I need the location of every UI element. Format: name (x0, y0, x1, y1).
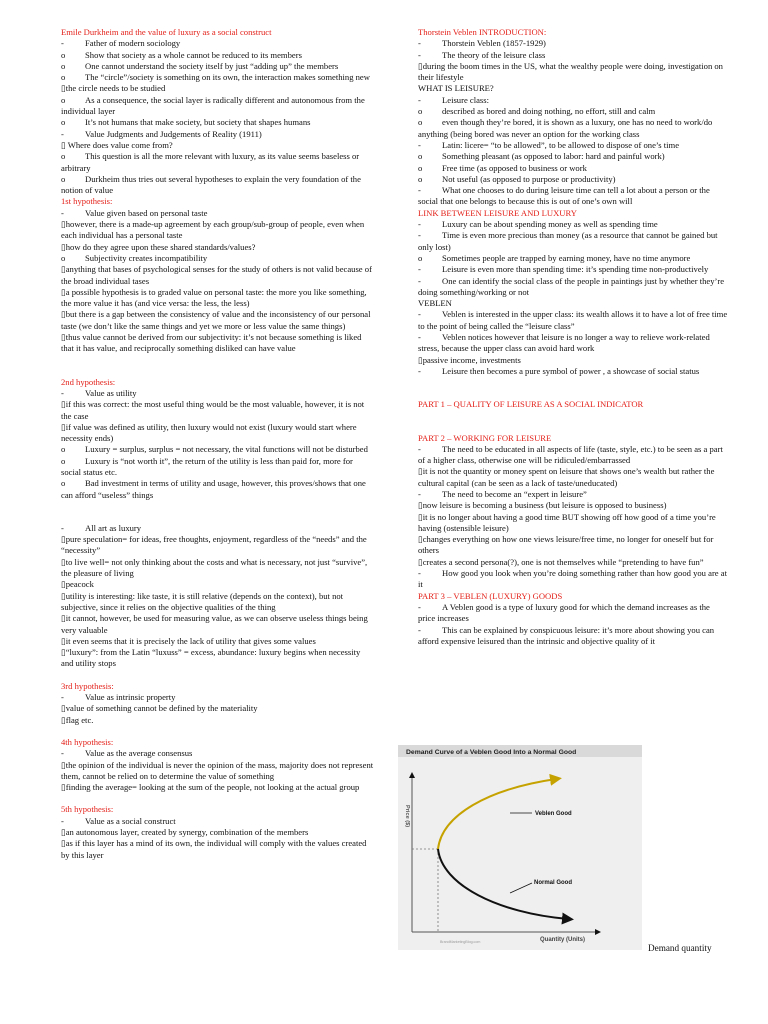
line-text: The “circle”/society is something on its own, the interaction makes something new (85, 72, 370, 83)
line-text: Veblen notices however that leisure is no longer a way to relieve work-related stress, because the upper class can avoid hard work (418, 332, 710, 354)
demand-quantity-caption: Demand quantity (648, 943, 712, 953)
note-line (61, 534, 374, 557)
spacer (61, 726, 374, 737)
normal-label: Normal Good (534, 880, 573, 886)
line-text: Not useful (as opposed to purpose or productivity) (442, 173, 616, 184)
bullet: - (61, 522, 64, 533)
note-line (61, 613, 374, 636)
line-text: The need to become an “expert in leisure” (442, 488, 587, 499)
bullet: o (418, 252, 423, 263)
line-text: Value as utility (85, 387, 137, 398)
bullet: - (418, 264, 421, 275)
section-heading (418, 27, 729, 38)
note-line (61, 264, 374, 287)
note-line (61, 287, 374, 310)
bullet: - (418, 624, 421, 635)
line-text: ▯an autonomous layer, created by synergy, combination of the members (61, 827, 309, 837)
veblen-label: Veblen Good (535, 811, 572, 817)
note-line (61, 50, 374, 61)
section-heading (61, 377, 374, 388)
line-text: Leisure is even more than spending time: it’s spending time non-productively (442, 264, 709, 275)
bullet: - (61, 38, 64, 49)
bullet: o (61, 117, 66, 128)
line-text: 1st hypothesis: (61, 196, 113, 207)
bullet: - (418, 49, 421, 60)
line-text: ▯now leisure is becoming a business (but leisure is opposed to business) (418, 500, 667, 511)
bullet: o (418, 106, 423, 117)
line-text: As a consequence, the social layer is radically different and autonomous from the individual layer (61, 94, 365, 117)
line-text: PART 3 – VEBLEN (LUXURY) GOODS (418, 590, 563, 601)
line-text: ▯changes everything on how one views leisure/free time, no longer for oneself but for others (418, 534, 714, 556)
line-text: Free time (as opposed to business or work (442, 162, 587, 173)
chart-title: Demand Curve of a Veblen Good Into a Normal Good (406, 749, 577, 756)
line-text: ▯as if this layer has a mind of its own, the individual will comply with the values created by this layer (61, 838, 367, 860)
note-line (418, 151, 729, 162)
note-line (418, 83, 729, 94)
bullet: - (418, 275, 421, 286)
line-text: ▯it is no longer about having a good time BUT showing off how good of a time you’re having (ostensible leisure) (418, 511, 716, 533)
note-line (61, 748, 374, 759)
section-heading (418, 433, 729, 444)
line-text: Latin: licere= “to be allowed”, to be allowed to dispose of one’s time (442, 139, 680, 150)
line-text: ▯but there is a gap between the consistency of value and the inconsistency of our personal taste (we don’t like the same things and yet we more or less value the same things) (61, 309, 371, 331)
note-line (61, 83, 374, 94)
note-line (418, 264, 729, 275)
note-line (418, 174, 729, 185)
note-line (418, 355, 729, 366)
line-text: Bad investment in terms of utility and usage, however, this proves/shows that one can afford “useless” things (61, 478, 366, 500)
note-line (418, 489, 729, 500)
line-text: described as bored and doing nothing, no effort, still and calm (442, 106, 656, 117)
line-text: Durkheim thus tries out several hypotheses to explain the very foundation of the notion of value (61, 173, 361, 196)
note-line (61, 579, 374, 590)
bullet: o (61, 94, 66, 105)
bullet: - (418, 219, 421, 230)
note-line (418, 219, 729, 230)
bullet: - (418, 38, 421, 49)
section-heading (61, 681, 374, 692)
note-line (418, 106, 729, 117)
line-text: ▯the opinion of the individual is never the opinion of the mass, majority does not represent them, cannot be relied on to determine the value of something (61, 759, 374, 781)
line-text: ▯it is not the quantity or money spent on leisure that shows one’s wealth but rather the cultural capital (can be seen as a lack of taste/uneducated) (418, 466, 715, 488)
note-line (418, 500, 729, 511)
line-text: ▯creates a second persona(?), one is not themselves while “pretending to have fun” (418, 556, 704, 567)
bullet: o (61, 60, 66, 71)
note-line (61, 219, 374, 242)
bullet: o (61, 252, 66, 263)
note-line (61, 782, 374, 793)
note-line (61, 174, 374, 197)
line-text: even though they’re bored, it is shown as a luxury, one has no need to work/do anything (being bored was never an option for the working class (418, 117, 713, 139)
bullet: o (61, 455, 66, 466)
line-text: 5th hypothesis: (61, 804, 114, 815)
note-line (418, 332, 729, 355)
note-line (61, 242, 374, 253)
line-text: LINK BETWEEN LEISURE AND LUXURY (418, 207, 577, 218)
line-text: Value given based on personal taste (85, 207, 208, 218)
note-line (418, 625, 729, 648)
normal-pointer (510, 883, 532, 893)
bullet: - (418, 365, 421, 376)
note-line (61, 129, 374, 140)
line-text: ▯it cannot, however, be used for measuring value, as we can observe useless things being very valuable (61, 613, 368, 635)
note-line (418, 38, 729, 49)
note-line (61, 61, 374, 72)
note-line (418, 298, 729, 309)
note-line (61, 332, 374, 355)
line-text: Thorstein Veblen (1857-1929) (442, 38, 546, 49)
spacer (61, 501, 374, 523)
line-text: ▯how do they agree upon these shared standards/values? (61, 241, 256, 252)
note-line (418, 61, 729, 84)
note-line (61, 422, 374, 445)
note-line (418, 50, 729, 61)
bullet: o (61, 173, 66, 184)
note-line (418, 534, 729, 557)
line-text: ▯thus value cannot be derived from our subjectivity: it’s not because something is liked that it has value, and reciprocally something disliked can have value (61, 332, 362, 354)
line-text: ▯if this was correct: the most useful thing would be the most valuable, however, it is not the case (61, 399, 365, 421)
line-text: One can identify the social class of the people in paintings just by whether they’re doing something/working or not (418, 275, 725, 297)
line-text: The need to be educated in all aspects of life (taste, style, etc.) to be seen as a part of a higher class, otherwise one will be ridiculed/embarrassed (418, 443, 723, 466)
section-heading (418, 591, 729, 602)
line-text: This question is all the more relevant with luxury, as its value seems baseless or arbitrary (61, 151, 360, 173)
line-text: ▯if value was defined as utility, then luxury would not exist (luxury would start where necessity ends) (61, 421, 357, 444)
note-line (61, 208, 374, 219)
bullet: - (61, 692, 64, 703)
note-line (418, 230, 729, 253)
bullet: o (61, 49, 66, 60)
note-line (418, 163, 729, 174)
note-line (61, 591, 374, 614)
bullet: - (418, 443, 421, 454)
note-line (61, 647, 374, 670)
bullet: - (418, 601, 421, 612)
line-text: PART 2 – WORKING FOR LEISURE (418, 432, 552, 443)
note-line (61, 636, 374, 647)
note-line (61, 523, 374, 534)
section-heading (61, 196, 374, 207)
note-line (61, 827, 374, 838)
bullet: o (61, 72, 66, 83)
y-axis-label: Price ($) (404, 805, 410, 828)
note-line (61, 309, 374, 332)
note-line (418, 366, 729, 377)
spacer (61, 355, 374, 377)
section-heading (61, 27, 374, 38)
note-line (418, 444, 729, 467)
note-line (61, 399, 374, 422)
line-text: ▯a possible hypothesis is to graded value on personal taste: the more you like something, the more value it has (and vice versa: the less, the less) (61, 286, 367, 309)
bullet: o (61, 151, 66, 162)
note-line (418, 602, 729, 625)
line-text: ▯passive income, investments (418, 354, 521, 365)
line-text: ▯utility is interesting: like taste, it is still relative (depends on the context), but not subjective, since it relies on the objective qualities of the thing (61, 590, 344, 612)
spacer (61, 793, 374, 804)
note-line (418, 185, 729, 208)
veblen-demand-chart (398, 745, 642, 950)
line-text: Luxury can be about spending money as well as spending time (442, 219, 658, 230)
section-heading (418, 208, 729, 219)
line-text: What one chooses to do during leisure time can tell a lot about a person or the social that one belongs to because this is out of one’s own will (418, 185, 710, 207)
bullet: - (418, 185, 421, 196)
bullet: - (418, 309, 421, 320)
line-text: Leisure then becomes a pure symbol of power , a showcase of social status (442, 365, 700, 376)
note-line (61, 816, 374, 827)
line-text: ▯it even seems that it is precisely the lack of utility that gives some values (61, 635, 316, 646)
line-text: ▯the circle needs to be studied (61, 83, 166, 94)
spacer (418, 411, 729, 433)
line-text: This can be explained by conspicuous leisure: it’s more about showing you can afford expensive leisured than the intrinsic and objective quality of it (418, 624, 715, 646)
line-text: Show that society as a whole cannot be reduced to its members (85, 49, 302, 60)
line-text: WHAT IS LEISURE? (418, 83, 494, 94)
note-line (61, 703, 374, 714)
line-text: ▯pure speculation= for ideas, free thoughts, enjoyment, regardless of the “needs” and the “necessity” (61, 534, 367, 556)
line-text: Sometimes people are trapped by earning money, have no time anymore (442, 252, 691, 263)
bullet: - (418, 332, 421, 343)
section-heading (61, 804, 374, 815)
line-text: Subjectivity creates incompatibility (85, 252, 208, 263)
note-line (418, 95, 729, 106)
line-text: Leisure class: (442, 94, 490, 105)
chart-watermark: BrandMarketingBlog.com (440, 940, 481, 944)
note-line (61, 38, 374, 49)
line-text: Emile Durkheim and the value of luxury as a social construct (61, 27, 272, 37)
line-text: How good you look when you’re doing something rather than how good you are at it (418, 568, 727, 590)
line-text: It’s not humans that make society, but society that shapes humans (85, 117, 311, 128)
line-text: ▯value of something cannot be defined by the materiality (61, 703, 258, 714)
line-text: Something pleasant (as opposed to labor: hard and painful work) (442, 151, 665, 162)
right-column (418, 27, 729, 647)
note-line (61, 838, 374, 861)
note-line (61, 478, 374, 501)
note-line (61, 715, 374, 726)
note-line (61, 557, 374, 580)
line-text: 2nd hypothesis: (61, 376, 116, 387)
bullet: o (418, 151, 423, 162)
line-text: The theory of the leisure class (442, 49, 546, 60)
bullet: - (418, 94, 421, 105)
note-line (61, 151, 374, 174)
line-text: ▯during the boom times in the US, what the wealthy people were doing, investigation on their lifestyle (418, 60, 723, 83)
note-line (418, 253, 729, 264)
line-text: Time is even more precious than money (as a resource that cannot be gained but only lost) (418, 230, 718, 252)
bullet: o (61, 478, 66, 489)
line-text: ▯“luxury”: from the Latin “luxuss” = excess, abundance: luxury begins when necessity and utility stops (61, 647, 361, 669)
line-text: Father of modern sociology (85, 38, 181, 49)
line-text: A Veblen good is a type of luxury good for which the demand increases as the price increases (418, 601, 710, 624)
note-line (61, 140, 374, 151)
x-axis-label: Quantity (Units) (540, 937, 585, 943)
bullet: o (418, 162, 423, 173)
bullet: - (61, 128, 64, 139)
note-line (61, 388, 374, 399)
bullet: - (418, 568, 421, 579)
line-text: Value as intrinsic property (85, 692, 176, 703)
bullet: o (418, 117, 423, 128)
note-line (418, 309, 729, 332)
note-line (61, 760, 374, 783)
note-line (61, 444, 374, 455)
line-text: Veblen is interested in the upper class: its wealth allows it to have a lot of free time to the point of being called the “leisure class” (418, 309, 728, 331)
line-text: Value as the average consensus (85, 748, 193, 759)
line-text: Value Judgments and Judgements of Reality (1911) (85, 128, 262, 139)
bullet: - (418, 139, 421, 150)
line-text: ▯however, there is a made-up agreement by each group/sub-group of people, even when each individual has a personal taste (61, 219, 365, 241)
line-text: All art as luxury (85, 522, 142, 533)
note-line (418, 140, 729, 151)
note-line (61, 253, 374, 264)
line-text: Luxury = surplus, surplus = not necessary, the vital functions will not be disturbed (85, 444, 368, 455)
note-line (418, 557, 729, 568)
bullet: - (418, 488, 421, 499)
note-line (418, 568, 729, 591)
line-text: PART 1 – QUALITY OF LEISURE AS A SOCIAL INDICATOR (418, 399, 644, 410)
line-text: Value as a social construct (85, 815, 176, 826)
bullet: - (61, 748, 64, 759)
line-text: Thorstein Veblen INTRODUCTION: (418, 27, 547, 37)
section-heading (418, 399, 729, 410)
note-line (418, 512, 729, 535)
bullet: - (418, 230, 421, 241)
spacer (418, 377, 729, 399)
line-text: ▯finding the average= looking at the sum of the people, not looking at the actual group (61, 782, 360, 793)
line-text: 4th hypothesis: (61, 736, 114, 747)
note-line (61, 95, 374, 118)
bullet: - (61, 815, 64, 826)
bullet: o (61, 444, 66, 455)
line-text: ▯flag etc. (61, 714, 94, 725)
chart-svg (398, 745, 642, 950)
spacer (61, 670, 374, 681)
line-text: ▯anything that bases of psychological senses for the study of others is not valid because of the broad individual tases (61, 264, 372, 286)
line-text: 3rd hypothesis: (61, 680, 114, 691)
note-line (61, 692, 374, 703)
note-line (418, 466, 729, 489)
bullet: - (61, 387, 64, 398)
line-text: Luxury is “not worth it”, the return of the utility is less than paid for, more for social status etc. (61, 455, 353, 477)
bullet: o (418, 173, 423, 184)
line-text: ▯to live well= not only thinking about the costs and what is necessary, not just “survive”, the pleasure of living (61, 556, 368, 579)
note-line (61, 72, 374, 83)
line-text: VEBLEN (418, 298, 452, 309)
note-line (61, 456, 374, 479)
note-line (61, 117, 374, 128)
section-heading (61, 737, 374, 748)
left-column (61, 27, 374, 861)
note-line (418, 117, 729, 140)
bullet: - (61, 207, 64, 218)
note-line (418, 276, 729, 299)
line-text: ▯ Where does value come from? (61, 139, 173, 150)
line-text: ▯peacock (61, 579, 94, 590)
line-text: One cannot understand the society itself by just “adding up” the members (85, 60, 339, 71)
